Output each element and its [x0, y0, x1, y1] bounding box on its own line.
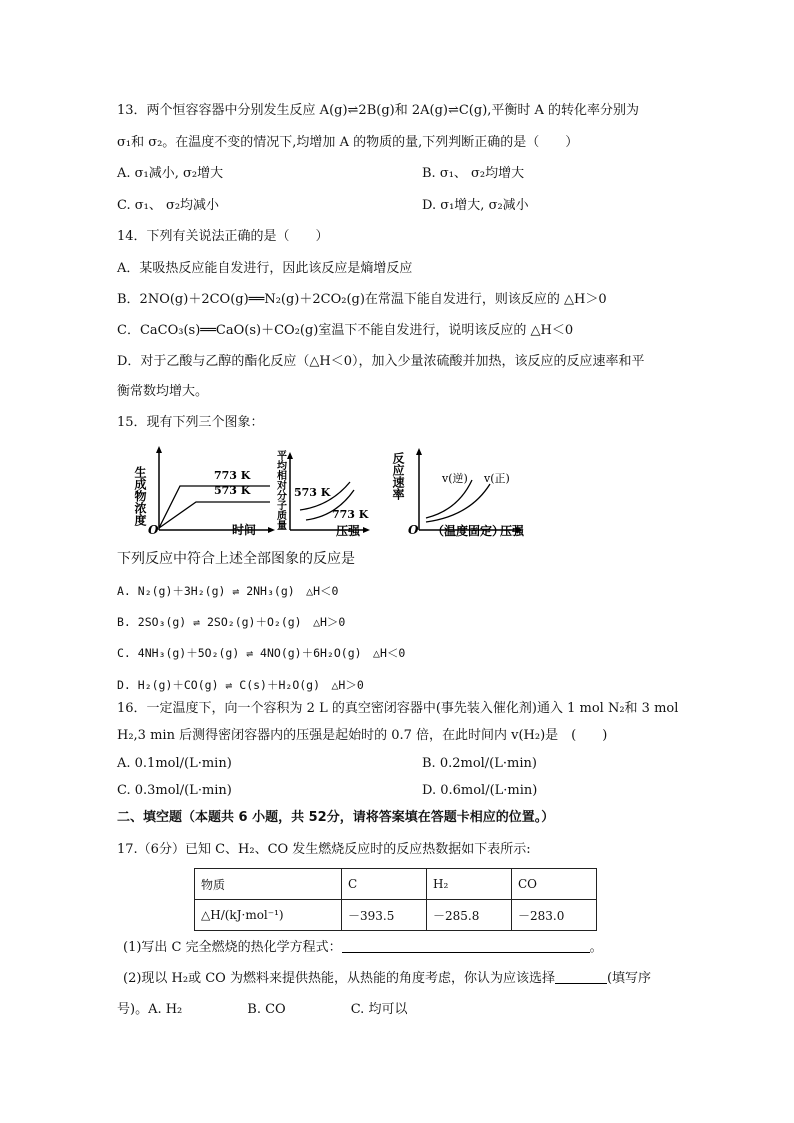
q17-sub1-text: (1)写出 C 完全燃烧的热化学方程式：: [123, 940, 342, 955]
table-header-cell: H₂: [427, 869, 512, 900]
q14-option-d-line1: D．对于乙酸与乙醇的酯化反应（△H＜0），加入少量浓硫酸并加热，该反应的反应速率和平: [117, 354, 645, 369]
graph2-xlabel: 压强: [336, 524, 361, 538]
graph1-xlabel: 时间: [232, 523, 257, 537]
q13-line2: σ₁和 σ₂。在温度不变的情况下,均增加 A 的物质的量,下列判断正确的是（ ）: [117, 135, 579, 150]
graph2-ylabel: 平均相对分子质量: [274, 450, 286, 530]
graph3-ylabel: 反应速率: [391, 452, 405, 500]
q15-question: 下列反应中符合上述全部图象的反应是: [117, 551, 355, 567]
q16-option-b: B. 0.2mol/(L·min): [422, 756, 537, 771]
graph1-y-arrow: [156, 446, 162, 453]
graph2-y-arrow: [287, 452, 293, 459]
q16-line1: 16．一定温度下，向一个容积为 2 L 的真空密闭容器中(事先装入催化剂)通入 1 mol N₂和 3 mol: [117, 701, 679, 716]
q15-stem: 15．现有下列三个图象：: [117, 415, 264, 430]
section-2-heading: 二、填空题（本题共 6 小题，共 52分，请将答案填在答题卡相应的位置。）: [117, 810, 555, 825]
table-cell: －283.0: [512, 900, 597, 931]
q14-option-b: B．2NO(g)＋2CO(g)══N₂(g)＋2CO₂(g)在常温下能自发进行，则该反应的 △H＞0: [117, 292, 607, 307]
table-cell: －285.8: [427, 900, 512, 931]
graph3-curve-reverse: [426, 480, 472, 518]
graph-3: [391, 448, 525, 538]
q15-option-a: A. N₂(g)＋3H₂(g) ⇌ 2NH₃(g) △H＜0: [117, 584, 339, 598]
graph3-label-forward: v(正): [484, 472, 510, 485]
table-header-row: [195, 869, 597, 900]
q15-option-d: D. H₂(g)＋CO(g) ⇌ C(s)＋H₂O(g) △H＞0: [117, 678, 364, 692]
q17-sub2-answer-blank[interactable]: [555, 969, 607, 984]
q16-option-d: D. 0.6mol/(L·min): [422, 783, 538, 798]
q13-option-a: A. σ₁减小, σ₂增大: [117, 166, 224, 181]
q17-heat-table: [194, 868, 597, 931]
q14-option-d-line2: 衡常数均增大。: [117, 384, 209, 399]
table-row: [195, 900, 597, 931]
graph3-label-reverse: v(逆): [442, 472, 468, 485]
q17-sub2-end: (填写序: [606, 971, 652, 986]
graph-1: [133, 446, 275, 537]
q14-option-c: C．CaCO₃(s)══CaO(s)＋CO₂(g)室温下不能自发进行，说明该反应的 △H＜0: [117, 323, 574, 338]
graph3-note: （温度固定）: [432, 524, 505, 538]
graph3-y-arrow: [416, 448, 422, 455]
graph2-label-773: 773 K: [332, 508, 369, 521]
graph1-origin: O: [148, 523, 159, 537]
graph-2: [275, 449, 371, 538]
q15-option-c: C. 4NH₃(g)＋5O₂(g) ⇌ 4NO(g)＋6H₂O(g) △H＜0: [117, 646, 406, 660]
q13-option-c: C. σ₁、 σ₂均减小: [117, 198, 220, 213]
graph3-origin: O: [408, 523, 419, 537]
graph1-label-573: 573 K: [214, 484, 251, 497]
graph3-xlabel: 压强: [500, 524, 525, 538]
q17-sub1-answer-blank[interactable]: [342, 938, 590, 953]
q17-stem: 17.（6分）已知 C、H₂、CO 发生燃烧反应时的反应热数据如下表所示:: [117, 842, 531, 857]
table-header-cell: CO: [512, 869, 597, 900]
q15-option-b: B. 2SO₃(g) ⇌ 2SO₂(g)＋O₂(g) △H＞0: [117, 615, 346, 629]
q16-option-a: A. 0.1mol/(L·min): [117, 756, 232, 771]
q16-line2: H₂,3 min 后测得密闭容器内的压强是起始时的 0.7 倍，在此时间内 v(H₂)是 ( ): [117, 728, 608, 743]
q17-sub2-text: (2)现以 H₂或 CO 为燃料来提供热能，从热能的角度考虑，你认为应该选择: [123, 971, 555, 986]
q13-option-d: D. σ₁增大, σ₂减小: [422, 198, 529, 213]
q17-sub1-end: 。: [589, 940, 603, 955]
q15-graphs-figure: [133, 444, 530, 538]
graph1-ylabel: 生成物浓度: [133, 466, 147, 526]
graph2-x-arrow: [363, 527, 370, 533]
table-cell: －393.5: [342, 900, 427, 931]
q14-stem: 14．下列有关说法正确的是（ ）: [117, 229, 329, 244]
q17-sub2-line2: 号)。A. H₂ B. CO C. 均可以: [117, 1002, 408, 1017]
graph3-curve-forward: [426, 484, 490, 522]
q17-sub1: [123, 938, 603, 958]
q17-sub2-line1: [123, 969, 651, 989]
q13-line1: 13．两个恒容容器中分别发生反应 A(g)⇌2B(g)和 2A(g)⇌C(g),平衡时 A 的转化率分别为: [117, 103, 640, 118]
graph2-label-573: 573 K: [294, 486, 331, 499]
q16-option-c: C. 0.3mol/(L·min): [117, 783, 232, 798]
q13-option-b: B. σ₁、 σ₂均增大: [422, 166, 525, 181]
table-row-label: △H/(kJ·mol⁻¹): [195, 900, 342, 931]
table-header-cell: 物质: [195, 869, 342, 900]
graph1-label-773: 773 K: [214, 469, 251, 482]
table-header-cell: C: [342, 869, 427, 900]
q14-option-a: A．某吸热反应能自发进行，因此该反应是熵增反应: [117, 261, 413, 276]
